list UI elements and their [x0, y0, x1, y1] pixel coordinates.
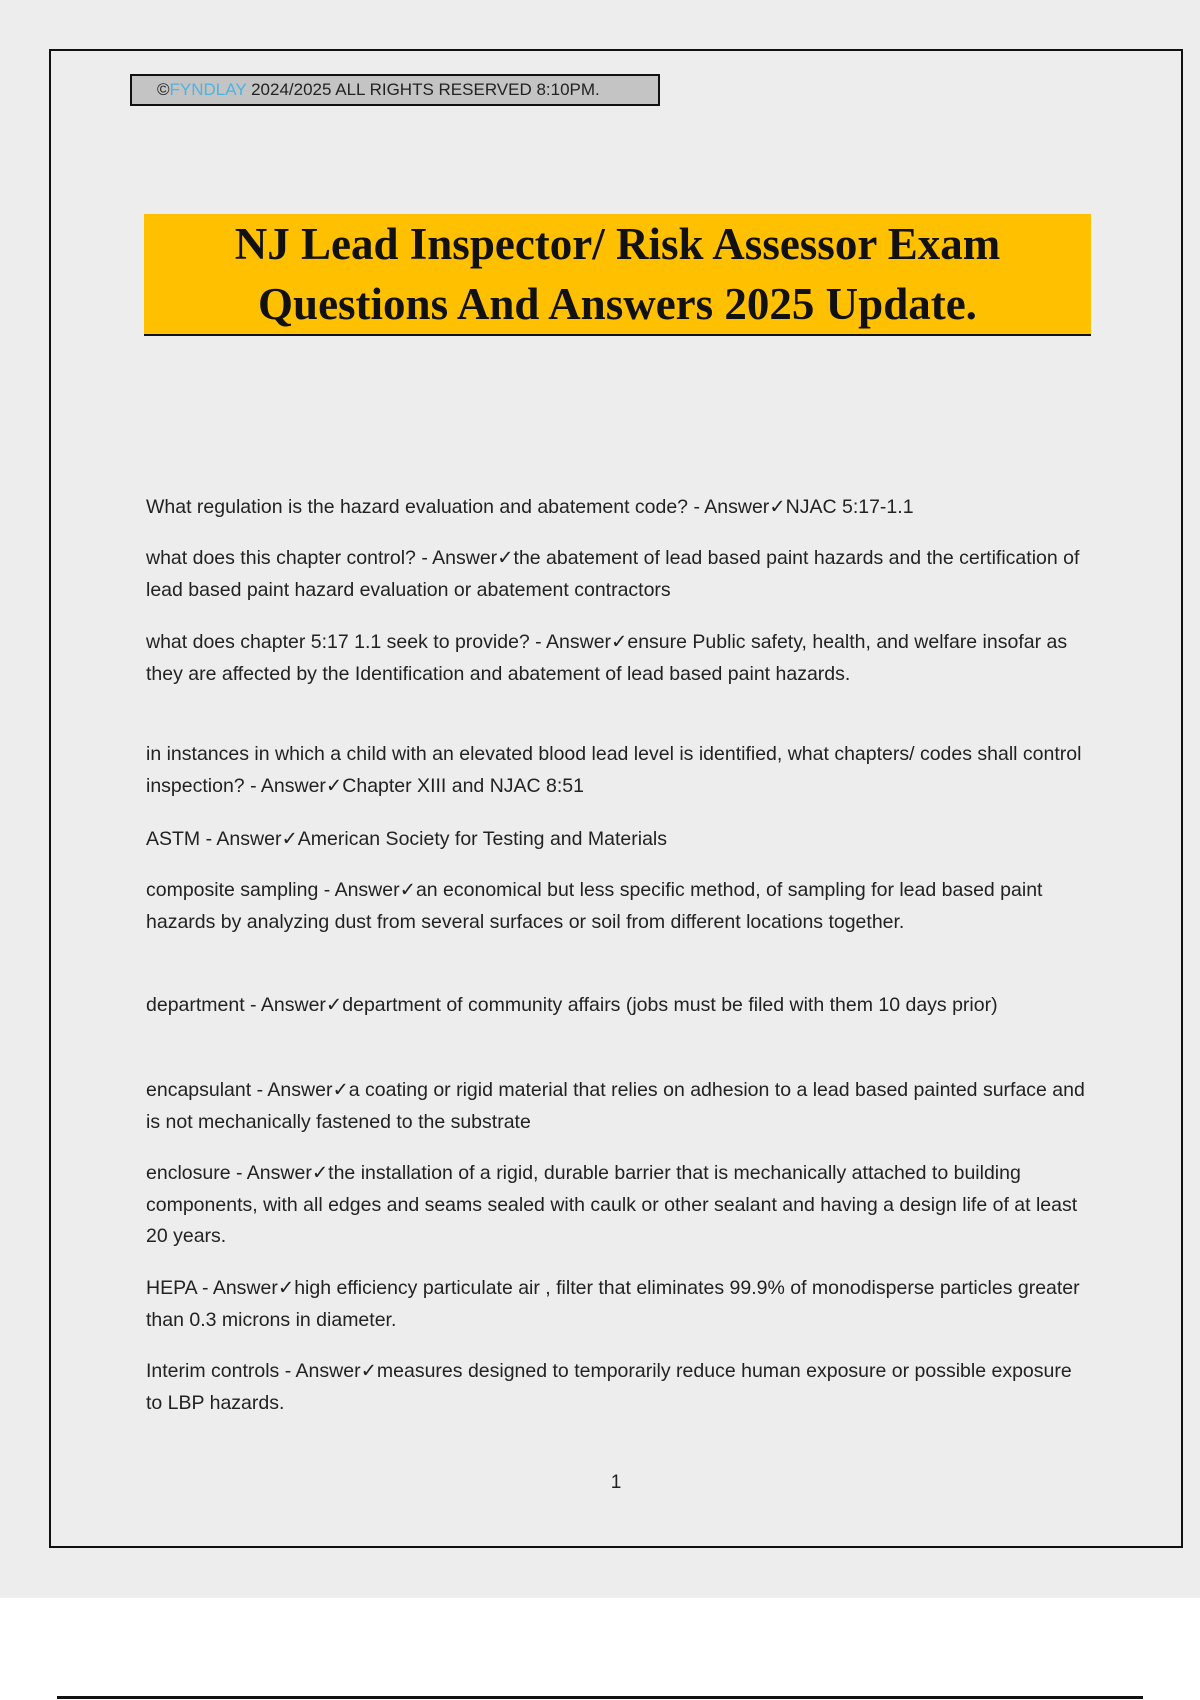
title-line-1: NJ Lead Inspector/ Risk Assessor Exam	[234, 219, 1001, 269]
next-page-top-rule	[57, 1696, 1143, 1699]
qa-entry: ASTM - Answer✓American Society for Testing and Materials	[146, 828, 668, 850]
qa-entry: enclosure - Answer✓the installation of a rigid, durable barrier that is mechanically attached to building components, with all edges and seams sealed with caulk or other sealant and having a design life of at least 20 years.	[146, 1162, 1078, 1247]
brand-name: FYNDLAY	[169, 80, 247, 99]
qa-entry: what does chapter 5:17 1.1 seek to provide? - Answer✓ensure Public safety, health, and welfare insofar as they are affected by the Identification and abatement of lead based paint hazards.	[146, 631, 1068, 685]
qa-entry: Interim controls - Answer✓measures designed to temporarily reduce human exposure or possible exposure to LBP hazards.	[146, 1360, 1072, 1414]
title-line-2: Questions And Answers 2025 Update.	[258, 279, 977, 329]
qa-entry: composite sampling - Answer✓an economical but less specific method, of sampling for lead based paint hazards by analyzing dust from several surfaces or soil from different locations together.	[146, 879, 1043, 933]
title-banner	[144, 214, 1091, 336]
qa-entry: encapsulant - Answer✓a coating or rigid material that relies on adhesion to a lead based painted surface and is not mechanically fastened to the substrate	[146, 1079, 1085, 1133]
page-number: 1	[610, 1472, 622, 1493]
qa-entry: department - Answer✓department of community affairs (jobs must be filed with them 10 days prior)	[146, 994, 998, 1016]
qa-entry: What regulation is the hazard evaluation and abatement code? - Answer✓NJAC 5:17-1.1	[146, 496, 914, 518]
copyright-symbol: ©	[157, 80, 170, 99]
qa-entry: in instances in which a child with an elevated blood lead level is identified, what chapters/ codes shall control inspection? - Answer✓Chapter XIII and NJAC 8:51	[146, 743, 1082, 797]
qa-entry: HEPA - Answer✓high efficiency particulate air , filter that eliminates 99.9% of monodisperse particles greater than 0.3 microns in diameter.	[146, 1277, 1080, 1331]
qa-entry: what does this chapter control? - Answer✓the abatement of lead based paint hazards and the certification of lead based paint hazard evaluation or abatement contractors	[146, 547, 1080, 601]
copyright-text: 2024/2025 ALL RIGHTS RESERVED 8:10PM.	[246, 80, 600, 99]
copyright-header	[130, 74, 660, 106]
